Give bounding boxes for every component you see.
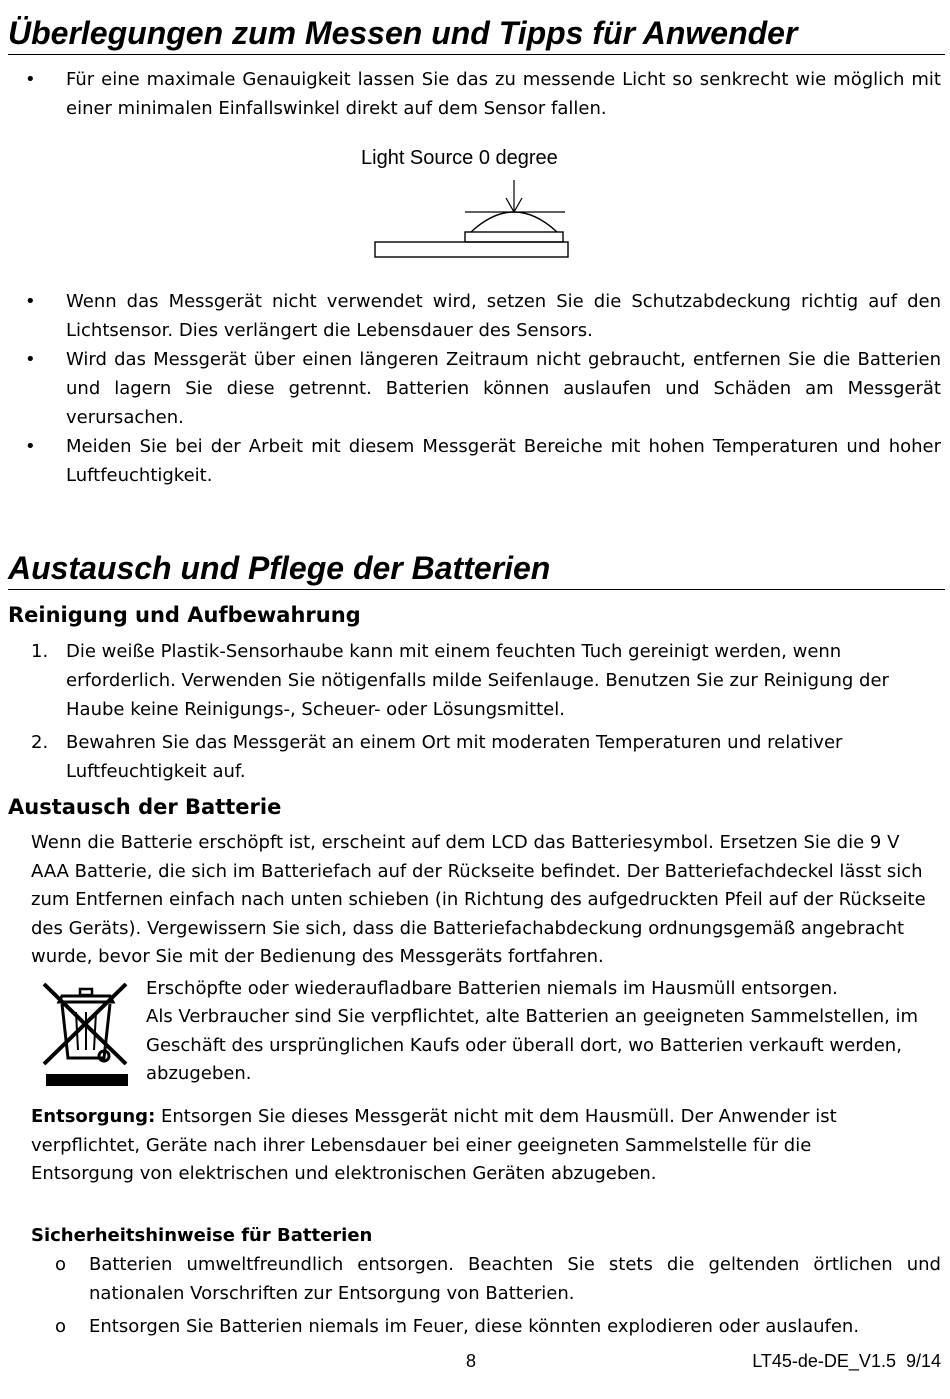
bullet-list-top bbox=[25, 65, 941, 123]
bullet-marker: • bbox=[25, 291, 36, 312]
list-item bbox=[31, 728, 926, 786]
list-item-text: Bewahren Sie das Messgerät an einem Ort mit moderaten Temperaturen und relativer Luftfeuchtigkeit auf. bbox=[66, 732, 843, 782]
list-number: 2. bbox=[31, 732, 49, 753]
weee-text-line1: Erschöpfte oder wiederaufladbare Batterien niemals im Hausmüll entsorgen. bbox=[146, 978, 838, 999]
list-marker: o bbox=[55, 1316, 67, 1337]
list-item bbox=[25, 345, 941, 432]
diagram-label: Light Source 0 degree bbox=[361, 147, 558, 169]
document-reference: LT45-de-DE_V1.5 9/14 bbox=[752, 1351, 941, 1371]
list-item bbox=[55, 1250, 941, 1308]
list-item-text: Batterien umweltfreundlich entsorgen. Beachten Sie stets die geltenden örtlichen und nationalen Vorschriften zur Entsorgung von Batterien. bbox=[89, 1254, 941, 1304]
list-item-text: Für eine maximale Genauigkeit lassen Sie das zu messende Licht so senkrecht wie möglich mit einer minimalen Einfallswinkel direkt auf dem Sensor fallen. bbox=[66, 69, 941, 119]
bullet-marker: • bbox=[25, 436, 36, 457]
battery-paragraph: Wenn die Batterie erschöpft ist, erscheint auf dem LCD das Batteriesymbol. Ersetzen Sie die 9 V AAA Batterie, die sich im Batteriefach auf der Rückseite befindet. Der Batteriefachdeckel lässt sich zum Entfernen einfach nach unten schieben (in Richtung des aufgedruckten Pfeil auf der Rückseite des Geräts). Vergewissern Sie sich, dass die Batteriefachabdeckung ordnungsgemäß angebracht wurde, bevor Sie mit der Bedienung des Messgeräts fortfahren. bbox=[31, 832, 926, 967]
list-item bbox=[25, 287, 941, 345]
list-item bbox=[25, 432, 941, 490]
list-item-text: Die weiße Plastik-Sensorhaube kann mit einem feuchten Tuch gereinigt werden, wenn erforderlich. Verwenden Sie nötigenfalls milde Seifenlauge. Benutzen Sie zur Reinigung der Haube keine Reinigungs-, Scheuer- oder Lösungsmittel. bbox=[66, 641, 889, 720]
safety-heading: Sicherheitshinweise für Batterien bbox=[31, 1225, 373, 1246]
light-source-diagram bbox=[355, 142, 595, 270]
weee-text-line2: Als Verbraucher sind Sie verpflichtet, alte Batterien an geeigneten Sammelstellen, im Geschäft des ursprünglichen Kaufs oder überall dort, wo Batterien verkauft werden, abzugeben. bbox=[146, 1006, 919, 1084]
bullet-marker: • bbox=[25, 349, 36, 370]
list-item bbox=[55, 1312, 941, 1341]
list-item-text: Meiden Sie bei der Arbeit mit diesem Messgerät Bereiche mit hohen Temperaturen und hoher Luftfeuchtigkeit. bbox=[66, 436, 941, 486]
subheading-battery-replacement: Austausch der Batterie bbox=[8, 795, 282, 819]
subheading-cleaning: Reinigung und Aufbewahrung bbox=[8, 603, 361, 627]
list-item-text: Wird das Messgerät über einen längeren Zeitraum nicht gebraucht, entfernen Sie die Batterien und lagern Sie diese getrennt. Batterien können auslaufen und Schäden am Messgerät verursachen. bbox=[66, 349, 941, 428]
list-item bbox=[31, 637, 926, 724]
list-item bbox=[25, 65, 941, 123]
cleaning-list bbox=[31, 637, 926, 786]
list-item-text: Entsorgen Sie Batterien niemals im Feuer, diese könnten explodieren oder auslaufen. bbox=[89, 1316, 860, 1337]
bullet-marker: • bbox=[25, 69, 36, 90]
list-item-text: Wenn das Messgerät nicht verwendet wird, setzen Sie die Schutzabdeckung richtig auf den Lichtsensor. Dies verlängert die Lebensdauer des Sensors. bbox=[66, 291, 941, 341]
sensor-base-plate bbox=[375, 242, 568, 257]
section-heading-measuring-tips: Überlegungen zum Messen und Tipps für Anwender bbox=[8, 14, 945, 55]
sensor-block bbox=[465, 232, 563, 242]
disposal-text: Entsorgen Sie dieses Messgerät nicht mit dem Hausmüll. Der Anwender ist verpflichtet, Geräte nach ihrer Lebensdauer bei einer geeigneten Sammelstelle für die Entsorgung von elektrischen und elektronischen Geräten abzugeben. bbox=[31, 1106, 837, 1184]
crossed-out-bin-icon bbox=[40, 980, 132, 1090]
safety-list bbox=[55, 1250, 941, 1341]
sensor-dome bbox=[471, 212, 557, 232]
page-number: 8 bbox=[466, 1351, 477, 1371]
disposal-label: Entsorgung: bbox=[31, 1106, 156, 1127]
section-heading-batteries: Austausch und Pflege der Batterien bbox=[8, 549, 945, 590]
bullet-list-bottom bbox=[25, 287, 941, 490]
list-number: 1. bbox=[31, 641, 49, 662]
disposal-paragraph bbox=[31, 1103, 911, 1189]
list-marker: o bbox=[55, 1254, 67, 1275]
